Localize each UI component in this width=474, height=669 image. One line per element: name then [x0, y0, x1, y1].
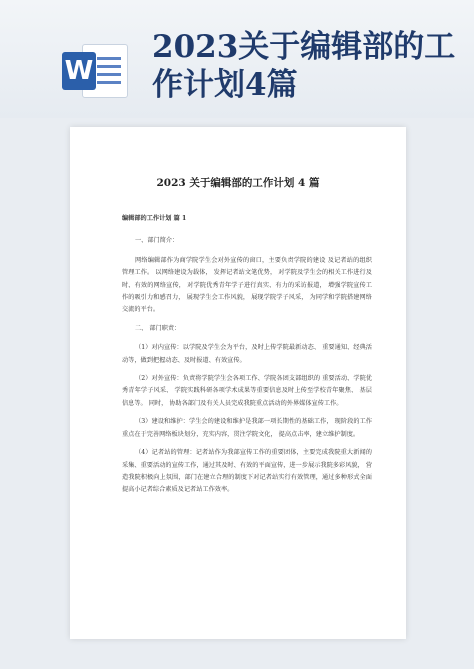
word-logo-tile: W — [62, 52, 96, 90]
paragraph: 网络编辑部作为商学院学生会对外宣传的窗口，主要负责学院的建设 及记者站的组织管理工作。 以网络建设为载体， 发挥记者站文笔优势， 对学院及学生会的相关工作进行及时、有效的网络宣传， 对学院优秀青年学子进行真实、有力的采访报道， 增强学院宣传工作的吸引力和感召力， 展现学生会工作风貌， 展现学院学子风采， 为同学和学院搭建网络交流的平台。 — [122, 256, 372, 314]
paragraph: （2）对外宣传：负责将学院学生会各项工作、学院各团支部组织的 重要活动、学院优秀青年学子风采、 学院实践科研各项学术成果等重要信息及时上传至学校青年聚焦、 基层信息等。 同时， 协助各部门及有关人员完成我院重点活动的外界媒体宣传工作。 — [122, 375, 372, 407]
paragraph: （1）对内宣传：以学院及学生会为平台，及时上传学院最新动态、 重要通知、经典活动等，做到把握动态、及时报道、有效宣传。 — [122, 344, 372, 364]
document-title: 2023 关于编辑部的工作计划 4 篇 — [156, 177, 320, 189]
subsection-heading: 二、 部门职责： — [135, 324, 181, 332]
document-body — [122, 213, 372, 503]
subsection-heading: 一、部门简介： — [135, 237, 179, 245]
paragraph: （4）记者站的管理：记者站作为我部宣传工作的重要团体，主要完成我院重大新闻的采集、重要活动的宣传工作，通过其及时、有效的平面宣传，进一步展示我院多彩风貌， 营造我院积极向上氛围，部门在建立合理的制度下对记者站实行有效管理，通过多种形式全面提高小记者综合素质及记者站工作效率。 — [122, 449, 372, 494]
banner-title: 2023关于编辑部的工作计划4篇 — [152, 29, 456, 103]
banner — [0, 0, 474, 118]
word-document-icon — [62, 42, 128, 98]
document-page — [70, 127, 406, 639]
paragraph: （3）建设和维护：学生会的建设和维护是我部一项长期性的基础工作， 现阶段的工作重点在于完善网络板块划分，充实内容，贯注学院文化， 提高点击率，建立维护制度。 — [122, 418, 372, 438]
section-heading: 编辑部的工作计划 篇 1 — [122, 215, 187, 222]
